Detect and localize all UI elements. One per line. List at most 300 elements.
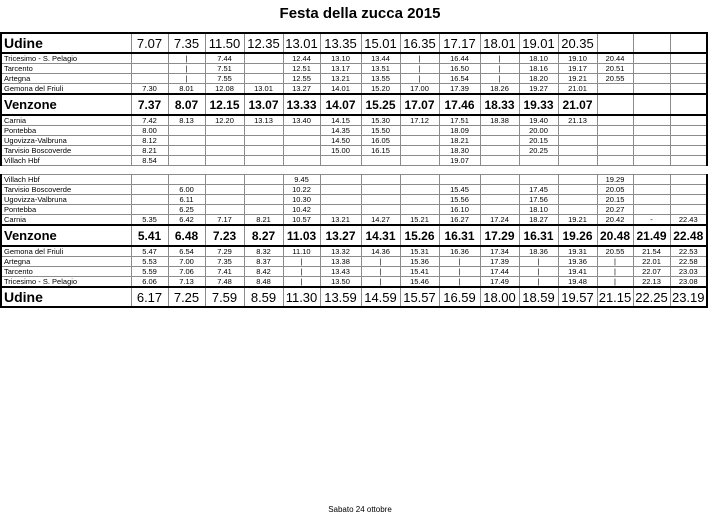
time-cell: [480, 185, 519, 195]
time-cell: 7.17: [205, 215, 244, 226]
table-row: [1, 246, 707, 257]
time-cell: [633, 33, 670, 53]
time-cell: 7.41: [205, 267, 244, 277]
time-cell: 7.59: [205, 287, 244, 307]
time-cell: [597, 94, 633, 115]
time-cell: 7.55: [205, 74, 244, 84]
time-cell: 8.21: [131, 146, 168, 156]
time-cell: 15.50: [361, 126, 400, 136]
time-cell: 18.36: [519, 246, 558, 257]
time-cell: 13.50: [320, 277, 361, 288]
time-cell: 15.45: [439, 185, 480, 195]
time-cell: 15.41: [400, 267, 439, 277]
time-cell: |: [283, 257, 320, 267]
table-row: [1, 257, 707, 267]
station-name: Artegna: [1, 74, 131, 84]
time-cell: [244, 156, 283, 166]
time-cell: [320, 205, 361, 215]
time-cell: 13.01: [244, 84, 283, 95]
table-row: [1, 136, 707, 146]
time-cell: 15.30: [361, 115, 400, 126]
time-cell: 13.27: [283, 84, 320, 95]
time-cell: 16.36: [439, 246, 480, 257]
table-row: [1, 195, 707, 205]
station-name: Venzone: [1, 225, 131, 246]
time-cell: [168, 136, 205, 146]
time-cell: 12.20: [205, 115, 244, 126]
time-cell: |: [439, 257, 480, 267]
time-cell: 14.07: [320, 94, 361, 115]
time-cell: [361, 195, 400, 205]
time-cell: 14.50: [320, 136, 361, 146]
time-cell: [519, 175, 558, 185]
time-cell: 19.29: [597, 175, 633, 185]
time-cell: 5.41: [131, 225, 168, 246]
time-cell: [670, 175, 707, 185]
time-cell: 20.27: [597, 205, 633, 215]
time-cell: [205, 126, 244, 136]
time-cell: 20.15: [519, 136, 558, 146]
station-name: Ugovizza-Valbruna: [1, 195, 131, 205]
table-row: [1, 53, 707, 64]
time-cell: [283, 136, 320, 146]
time-cell: 8.07: [168, 94, 205, 115]
time-cell: 13.21: [320, 74, 361, 84]
time-cell: 21.49: [633, 225, 670, 246]
time-cell: [597, 115, 633, 126]
time-cell: 12.44: [283, 53, 320, 64]
time-cell: 13.44: [361, 53, 400, 64]
station-name: Villach Hbf: [1, 156, 131, 166]
time-cell: 13.33: [283, 94, 320, 115]
time-cell: [205, 146, 244, 156]
time-cell: |: [361, 277, 400, 288]
time-cell: |: [597, 277, 633, 288]
time-cell: 7.48: [205, 277, 244, 288]
station-name: Tarcento: [1, 267, 131, 277]
time-cell: |: [168, 64, 205, 74]
time-cell: 15.46: [400, 277, 439, 288]
time-cell: 18.33: [480, 94, 519, 115]
time-cell: 6.48: [168, 225, 205, 246]
timetable-villach-udine: [0, 174, 708, 308]
time-cell: [558, 156, 597, 166]
time-cell: [244, 195, 283, 205]
time-cell: 7.29: [205, 246, 244, 257]
time-cell: 17.39: [439, 84, 480, 95]
time-cell: [633, 74, 670, 84]
time-cell: 13.35: [320, 33, 361, 53]
time-cell: [480, 126, 519, 136]
time-cell: 13.01: [283, 33, 320, 53]
time-cell: 14.59: [361, 287, 400, 307]
time-cell: 6.06: [131, 277, 168, 288]
time-cell: 16.05: [361, 136, 400, 146]
table-row: [1, 267, 707, 277]
time-cell: 8.59: [244, 287, 283, 307]
time-cell: 18.09: [439, 126, 480, 136]
time-cell: 17.29: [480, 225, 519, 246]
time-cell: 18.20: [519, 74, 558, 84]
time-cell: 11.10: [283, 246, 320, 257]
time-cell: [558, 175, 597, 185]
time-cell: [633, 195, 670, 205]
time-cell: 19.21: [558, 74, 597, 84]
time-cell: 20.42: [597, 215, 633, 226]
time-cell: 20.48: [597, 225, 633, 246]
time-cell: 17.45: [519, 185, 558, 195]
time-cell: [400, 205, 439, 215]
time-cell: [633, 156, 670, 166]
station-name: Tarcento: [1, 64, 131, 74]
time-cell: |: [480, 74, 519, 84]
time-cell: 19.17: [558, 64, 597, 74]
time-cell: 6.25: [168, 205, 205, 215]
time-cell: 14.27: [361, 215, 400, 226]
time-cell: 17.44: [480, 267, 519, 277]
time-cell: [558, 205, 597, 215]
time-cell: 18.27: [519, 215, 558, 226]
time-cell: [244, 146, 283, 156]
time-cell: [320, 156, 361, 166]
time-cell: 20.25: [519, 146, 558, 156]
time-cell: [670, 74, 707, 84]
table-row: [1, 225, 707, 246]
time-cell: [558, 126, 597, 136]
time-cell: 18.10: [519, 53, 558, 64]
time-cell: [131, 195, 168, 205]
station-name: Ugovizza-Valbruna: [1, 136, 131, 146]
time-cell: 18.59: [519, 287, 558, 307]
table-row: [1, 33, 707, 53]
time-cell: [670, 94, 707, 115]
time-cell: [244, 53, 283, 64]
time-cell: [670, 195, 707, 205]
time-cell: 19.27: [519, 84, 558, 95]
time-cell: [597, 146, 633, 156]
time-cell: 12.35: [244, 33, 283, 53]
time-cell: 11.50: [205, 33, 244, 53]
time-cell: |: [400, 74, 439, 84]
station-name: Pontebba: [1, 205, 131, 215]
time-cell: 11.30: [283, 287, 320, 307]
time-cell: [361, 185, 400, 195]
time-cell: [670, 53, 707, 64]
time-cell: |: [597, 267, 633, 277]
time-cell: 16.31: [439, 225, 480, 246]
time-cell: 15.01: [361, 33, 400, 53]
time-cell: 22.43: [670, 215, 707, 226]
time-cell: 18.21: [439, 136, 480, 146]
time-cell: 22.07: [633, 267, 670, 277]
time-cell: 16.54: [439, 74, 480, 84]
time-cell: 23.08: [670, 277, 707, 288]
station-name: Gemona del Friuli: [1, 246, 131, 257]
time-cell: 20.05: [597, 185, 633, 195]
time-cell: 7.07: [131, 33, 168, 53]
time-cell: [244, 136, 283, 146]
time-cell: 7.30: [131, 84, 168, 95]
station-name: Carnia: [1, 215, 131, 226]
time-cell: 10.57: [283, 215, 320, 226]
time-cell: [597, 136, 633, 146]
time-cell: [480, 136, 519, 146]
time-cell: |: [168, 74, 205, 84]
time-cell: 19.36: [558, 257, 597, 267]
time-cell: |: [480, 64, 519, 74]
time-cell: [633, 53, 670, 64]
time-cell: [670, 33, 707, 53]
time-cell: 6.54: [168, 246, 205, 257]
time-cell: 7.37: [131, 94, 168, 115]
table-row: [1, 215, 707, 226]
time-cell: [244, 185, 283, 195]
time-cell: 12.55: [283, 74, 320, 84]
time-cell: 8.00: [131, 126, 168, 136]
time-cell: [320, 195, 361, 205]
time-cell: 5.53: [131, 257, 168, 267]
time-cell: [361, 205, 400, 215]
time-cell: [244, 64, 283, 74]
time-cell: 8.12: [131, 136, 168, 146]
time-cell: 10.42: [283, 205, 320, 215]
time-cell: |: [400, 53, 439, 64]
time-cell: [400, 175, 439, 185]
time-cell: 17.17: [439, 33, 480, 53]
time-cell: 17.07: [400, 94, 439, 115]
time-cell: 8.54: [131, 156, 168, 166]
time-cell: [670, 146, 707, 156]
station-name: Artegna: [1, 257, 131, 267]
station-name: Carnia: [1, 115, 131, 126]
time-cell: 19.07: [439, 156, 480, 166]
time-cell: 9.45: [283, 175, 320, 185]
time-cell: [131, 205, 168, 215]
table-row: [1, 84, 707, 95]
time-cell: 17.24: [480, 215, 519, 226]
time-cell: 23.03: [670, 267, 707, 277]
time-cell: 12.51: [283, 64, 320, 74]
time-cell: 13.13: [244, 115, 283, 126]
time-cell: 8.42: [244, 267, 283, 277]
time-cell: [558, 146, 597, 156]
time-cell: [558, 136, 597, 146]
time-cell: 20.15: [597, 195, 633, 205]
time-cell: [670, 64, 707, 74]
time-cell: 17.34: [480, 246, 519, 257]
time-cell: 14.31: [361, 225, 400, 246]
table-row: [1, 156, 707, 166]
time-cell: 13.32: [320, 246, 361, 257]
time-cell: 18.30: [439, 146, 480, 156]
time-cell: [400, 185, 439, 195]
time-cell: 19.48: [558, 277, 597, 288]
time-cell: 13.27: [320, 225, 361, 246]
time-cell: 8.48: [244, 277, 283, 288]
time-cell: 16.15: [361, 146, 400, 156]
time-cell: [131, 53, 168, 64]
time-cell: 8.21: [244, 215, 283, 226]
time-cell: [205, 185, 244, 195]
time-cell: 7.51: [205, 64, 244, 74]
time-cell: |: [439, 277, 480, 288]
time-cell: [168, 175, 205, 185]
time-cell: 7.06: [168, 267, 205, 277]
time-cell: 23.19: [670, 287, 707, 307]
time-cell: [131, 64, 168, 74]
time-cell: 21.15: [597, 287, 633, 307]
time-cell: 22.58: [670, 257, 707, 267]
time-cell: 16.44: [439, 53, 480, 64]
time-cell: 20.55: [597, 246, 633, 257]
time-cell: |: [361, 267, 400, 277]
time-cell: 20.51: [597, 64, 633, 74]
time-cell: 20.00: [519, 126, 558, 136]
time-cell: 19.26: [558, 225, 597, 246]
time-cell: 15.26: [400, 225, 439, 246]
time-cell: [205, 195, 244, 205]
time-cell: [320, 175, 361, 185]
time-cell: |: [439, 267, 480, 277]
time-cell: 17.12: [400, 115, 439, 126]
time-cell: [168, 156, 205, 166]
time-cell: 12.08: [205, 84, 244, 95]
time-cell: [597, 156, 633, 166]
time-cell: 22.48: [670, 225, 707, 246]
time-cell: |: [283, 277, 320, 288]
time-cell: [400, 136, 439, 146]
time-cell: 19.31: [558, 246, 597, 257]
time-cell: 17.39: [480, 257, 519, 267]
time-cell: 7.35: [168, 33, 205, 53]
station-name: Tricesimo - S. Pelagio: [1, 53, 131, 64]
time-cell: 18.01: [480, 33, 519, 53]
time-cell: [633, 84, 670, 95]
time-cell: [400, 146, 439, 156]
time-cell: 13.38: [320, 257, 361, 267]
time-cell: 16.35: [400, 33, 439, 53]
time-cell: |: [519, 277, 558, 288]
time-cell: [244, 205, 283, 215]
time-cell: 20.55: [597, 74, 633, 84]
time-cell: 19.21: [558, 215, 597, 226]
time-cell: 8.27: [244, 225, 283, 246]
time-cell: 18.00: [480, 287, 519, 307]
time-cell: 7.42: [131, 115, 168, 126]
time-cell: [480, 205, 519, 215]
time-cell: 15.20: [361, 84, 400, 95]
time-cell: 15.57: [400, 287, 439, 307]
time-cell: [670, 115, 707, 126]
time-cell: 16.10: [439, 205, 480, 215]
time-cell: 13.40: [283, 115, 320, 126]
time-cell: 21.13: [558, 115, 597, 126]
time-cell: [131, 74, 168, 84]
time-cell: [400, 126, 439, 136]
time-cell: 13.55: [361, 74, 400, 84]
time-cell: 22.25: [633, 287, 670, 307]
table-row: [1, 277, 707, 288]
time-cell: 18.16: [519, 64, 558, 74]
table-row: [1, 126, 707, 136]
time-cell: 17.51: [439, 115, 480, 126]
time-cell: [168, 146, 205, 156]
time-cell: [633, 115, 670, 126]
time-cell: |: [361, 257, 400, 267]
time-cell: [439, 175, 480, 185]
table-row: [1, 175, 707, 185]
time-cell: 16.27: [439, 215, 480, 226]
time-cell: 8.32: [244, 246, 283, 257]
time-cell: [670, 126, 707, 136]
time-cell: [283, 126, 320, 136]
table-row: [1, 115, 707, 126]
time-cell: [205, 175, 244, 185]
time-cell: [519, 156, 558, 166]
table-row: [1, 185, 707, 195]
time-cell: [558, 195, 597, 205]
time-cell: [670, 84, 707, 95]
time-cell: 18.10: [519, 205, 558, 215]
time-cell: [131, 175, 168, 185]
time-cell: 12.15: [205, 94, 244, 115]
time-cell: [244, 74, 283, 84]
time-cell: 16.31: [519, 225, 558, 246]
time-cell: 7.00: [168, 257, 205, 267]
table-row: [1, 287, 707, 307]
time-cell: [168, 126, 205, 136]
time-cell: 13.43: [320, 267, 361, 277]
station-name: Gemona del Friuli: [1, 84, 131, 95]
time-cell: 22.53: [670, 246, 707, 257]
time-cell: 13.51: [361, 64, 400, 74]
time-cell: 21.07: [558, 94, 597, 115]
time-cell: [633, 94, 670, 115]
time-cell: 7.35: [205, 257, 244, 267]
time-cell: |: [400, 64, 439, 74]
time-cell: |: [519, 257, 558, 267]
time-cell: 22.01: [633, 257, 670, 267]
time-cell: 18.38: [480, 115, 519, 126]
time-cell: 13.17: [320, 64, 361, 74]
time-cell: 21.01: [558, 84, 597, 95]
time-cell: [633, 175, 670, 185]
time-cell: 7.23: [205, 225, 244, 246]
time-cell: 15.25: [361, 94, 400, 115]
time-cell: 15.56: [439, 195, 480, 205]
time-cell: 8.37: [244, 257, 283, 267]
time-cell: [597, 84, 633, 95]
time-cell: 19.01: [519, 33, 558, 53]
time-cell: 10.30: [283, 195, 320, 205]
station-name: Venzone: [1, 94, 131, 115]
time-cell: [205, 156, 244, 166]
time-cell: |: [519, 267, 558, 277]
time-cell: 5.59: [131, 267, 168, 277]
time-cell: |: [597, 257, 633, 267]
time-cell: 8.01: [168, 84, 205, 95]
time-cell: [670, 185, 707, 195]
page-footer: Sabato 24 ottobre: [328, 505, 392, 514]
time-cell: [400, 156, 439, 166]
time-cell: [244, 175, 283, 185]
time-cell: 14.01: [320, 84, 361, 95]
time-cell: [283, 146, 320, 156]
time-cell: 13.59: [320, 287, 361, 307]
time-cell: [633, 136, 670, 146]
time-cell: [633, 146, 670, 156]
station-name: Tarvisio Boscoverde: [1, 146, 131, 156]
